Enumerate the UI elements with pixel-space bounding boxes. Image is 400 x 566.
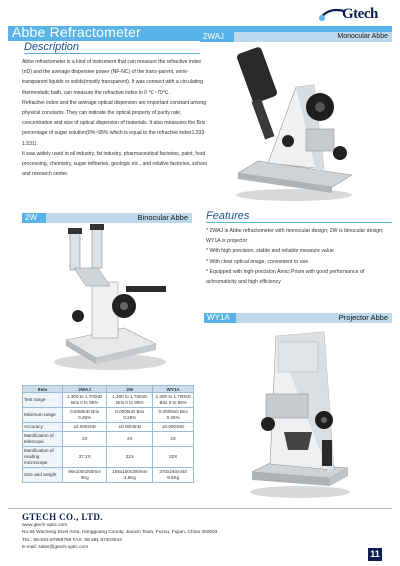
table-row xyxy=(23,432,194,447)
table-cell: 22X xyxy=(153,447,194,468)
description-divider xyxy=(24,53,200,54)
company-logo xyxy=(316,5,394,25)
feature-item: * With clear optical image, convenient to use xyxy=(206,258,309,265)
table-row xyxy=(23,468,194,483)
row-label: Accuracy xyxy=(23,423,63,432)
page-title: Abbe Refractometer xyxy=(12,24,141,40)
model-name-2w: Binocular Abbe xyxy=(137,213,188,222)
feature-item: * 2WAJ is Abbe refractometer with monocular design; 2W is binocular design; WY1A is projector xyxy=(206,228,384,245)
table-header-row xyxy=(23,386,194,393)
model-name-holder-2waj xyxy=(200,32,392,42)
table-cell: 96x100x250mm 3Kg xyxy=(63,468,107,483)
row-label: Manification of telescope xyxy=(23,432,63,447)
table-cell: ±0.0002nD xyxy=(63,423,107,432)
description-paragraph: It was widely used in oil industry, fat industry, pharmaceutical factories, paint, food processing, chemistry, sugar refineries, geologic etc., and relative factories, school and research center. xyxy=(22,150,207,178)
footer-website[interactable]: www.gtech-optic.com xyxy=(22,523,68,528)
table-cell: 2X xyxy=(153,432,194,447)
table-header-cell: 2WAJ xyxy=(63,386,107,393)
row-label: Size and weight xyxy=(23,468,63,483)
model-code-wy1a: WY1A xyxy=(207,313,230,322)
table-cell: 1.300 to 1.700nD Brix 0 to 95% xyxy=(107,393,153,408)
model-name-holder-wy1a xyxy=(204,313,392,323)
features-heading: Features xyxy=(206,210,250,222)
table-header-cell: 2W xyxy=(107,386,153,393)
spec-table xyxy=(22,385,194,483)
photo-wy1a-projector xyxy=(238,324,358,500)
description-body xyxy=(22,57,208,179)
table-header-cell: Item xyxy=(23,386,63,393)
footer-email[interactable]: E-mail: sales@gtech-optic.com xyxy=(22,545,89,550)
feature-item: * With high precision, stable and reliable measure value xyxy=(206,248,334,255)
logo-text: Gtech xyxy=(342,6,378,22)
table-cell: 0.0005nD Brix 0.25% xyxy=(63,408,107,423)
table-cell: ±0.0003nD xyxy=(107,423,153,432)
description-heading: Description xyxy=(24,41,80,53)
footer-divider xyxy=(8,508,392,509)
table-cell: 22X xyxy=(107,447,153,468)
page-number: 11 xyxy=(368,548,382,561)
table-cell: 0.0005nD Brix 0.25% xyxy=(153,408,194,423)
row-label: Minimum range xyxy=(23,408,63,423)
table-cell: 2X xyxy=(63,432,107,447)
table-row xyxy=(23,447,194,468)
table-cell: 2X xyxy=(107,432,153,447)
table-cell: 1.300 to 1.700nD Brix 0 to 95% xyxy=(153,393,194,408)
model-code-2waj: 2WAJ xyxy=(203,32,225,41)
features-list xyxy=(206,226,394,287)
description-paragraph: Refractive index and the average optical dispersion are important constant among physical constants. They can indicate the optical property of purity rate, concentration and size of optical dispersion of materials. It also measures the Brix percentage of sugar solution(0%~95% which is equal to the refractive index1.333-1.531). xyxy=(22,99,207,147)
table-cell: 370x240x440 6.5Kg xyxy=(153,468,194,483)
photo-2waj-monocular xyxy=(228,45,360,203)
table-cell: 37.2X xyxy=(63,447,107,468)
description-paragraph: Abbe refractometer is a kind of instrument that can measure the refractive index (nD) and the average dispersive power (NF-NC) of the trans-parent, semi-transparent liquids or solids(mostly transparent). It was connect with a circulating thermostatic bath, can measure the refractive index in 0 ℃~70℃. xyxy=(22,59,203,96)
table-row xyxy=(23,423,194,432)
table-cell: 155x150x300mm 4.8Kg xyxy=(107,468,153,483)
photo-2w-binocular xyxy=(40,224,180,374)
footer-address: No.56 Wacheng Dixel Area, Hongguang County, Jianxin Town, Fuzou, Fujian, China 350003 xyxy=(22,530,218,535)
table-cell: 0.0005nD Brix 0.25% xyxy=(107,408,153,423)
model-name-wy1a: Projector Abbe xyxy=(338,313,388,322)
table-cell: ±0.0003nD xyxy=(153,423,194,432)
table-header-cell: WY1A xyxy=(153,386,194,393)
feature-item: * Equipped with high-precision Amici Prism with good performance of achromaticity and high efficiency xyxy=(206,268,365,286)
table-row xyxy=(23,393,194,408)
model-code-2w: 2W xyxy=(25,213,37,222)
model-name-holder-2w xyxy=(22,213,192,223)
table-cell: 1.300 to 1.700nD Brix 0 to 95% xyxy=(63,393,107,408)
table-row xyxy=(23,408,194,423)
row-label: Manification of reading microscope xyxy=(23,447,63,468)
row-label: Test range xyxy=(23,393,63,408)
company-name: GTECH CO., LTD. xyxy=(22,512,103,522)
features-divider xyxy=(206,222,392,223)
footer-contact: TEL: 86-591-87958766 FAX: 86 591 87303043 xyxy=(22,538,122,543)
model-name-2waj: Monocular Abbe xyxy=(337,33,388,40)
